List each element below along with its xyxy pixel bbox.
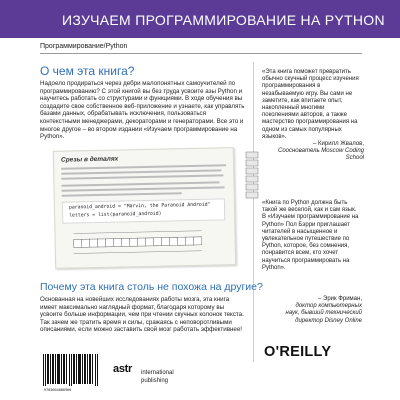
- category-label: Программирование/Python: [40, 43, 128, 50]
- quote-freeman: «Книга по Python должна быть такой же веселой, как и сам язык. В «Изучаем программирование на Python» Пол Бэрри приглашает читателей в насыщенное и увлекательное путешествие по Python, которое, без сомнения, понравится всем, кто хочет научиться программировать на Python».: [262, 200, 359, 271]
- side-illustration: [240, 150, 264, 206]
- barcode: [42, 353, 100, 389]
- publisher-name-line: international: [141, 370, 174, 376]
- quote-author-zhvalov: [270, 141, 364, 163]
- sample-code-line: paranoid_android = "Marvin, the Paranoid Android": [68, 202, 211, 211]
- author-role-line: доктор компьютерных: [295, 303, 362, 310]
- sample-page-title: Срезы в деталях: [60, 155, 119, 164]
- author-name: – Эрик Фриман,: [318, 296, 362, 302]
- title-banner: [0, 0, 400, 38]
- quote-author-freeman: [262, 296, 362, 325]
- book-title: ИЗУЧАЕМ ПРОГРАММИРОВАНИЕ НА PYTHON: [62, 12, 385, 28]
- sample-text-line: [61, 169, 221, 174]
- sample-code-line: letters = list(paranoid_android): [69, 211, 162, 219]
- barcode-number: 9785604086966: [44, 388, 72, 392]
- sample-text-line: [62, 186, 225, 191]
- author-role: Сооснователь Moscow Coding School: [277, 148, 364, 162]
- category-divider: [40, 53, 362, 54]
- section-heading-about: О чем эта книга?: [40, 64, 135, 78]
- section-heading-why: Почему эта книга столь не похожа на другие?: [40, 281, 263, 293]
- sample-text-line: [61, 164, 226, 169]
- section-body-about: Надоело продираться через дебри малопонятных самоучителей по программированию? С этой книгой вы без труда усвоите азы Python и научитесь работать со структурами и функциями. В ходе обучения вы создадите свое собственное веб-приложение и узнаете, как управлять базами данных, обрабатывать исключения, пользоваться контекстными менеджерами, декораторами и генераторами. Все это и многое другое – во втором издании «Изучаем программирование на Python».: [40, 80, 245, 141]
- sample-text-line: [61, 174, 223, 179]
- publisher-name-line: publishing: [141, 378, 169, 384]
- sample-index-diagram: [69, 226, 220, 259]
- author-role-line: директор Disney Online: [295, 317, 362, 324]
- sample-text-line: [61, 181, 219, 186]
- column-divider: [253, 62, 254, 362]
- author-name: – Кирилл Жвалов,: [313, 141, 364, 147]
- sample-page-illustration: [53, 147, 236, 269]
- sample-text-line: [62, 192, 182, 196]
- astrel-logo: astr: [113, 363, 132, 375]
- oreilly-logo: O'REILLY: [264, 344, 332, 360]
- author-role-line: наук, бывший технический: [285, 310, 362, 317]
- quote-zhvalov: «Эта книга поможет превратить обычно скучный процесс изучения программирования в незабываемую игру. Вы сами не заметите, как впитаете опыт, накопленный многими поколениями авторов, а также мастерство программирования на одном из самых популярных языков».: [262, 69, 359, 140]
- section-body-why: Основанная на новейших исследованиях работы мозга, эта книга имеет максимально наглядный формат, благодаря которому вы усвоите больше информации, чем при чтении скучных колонок текста. Так зачем же тратить время и силы, сражаясь с неповоротливыми описаниями, если можно заставить свой мозг работать эффективнее!: [40, 296, 244, 334]
